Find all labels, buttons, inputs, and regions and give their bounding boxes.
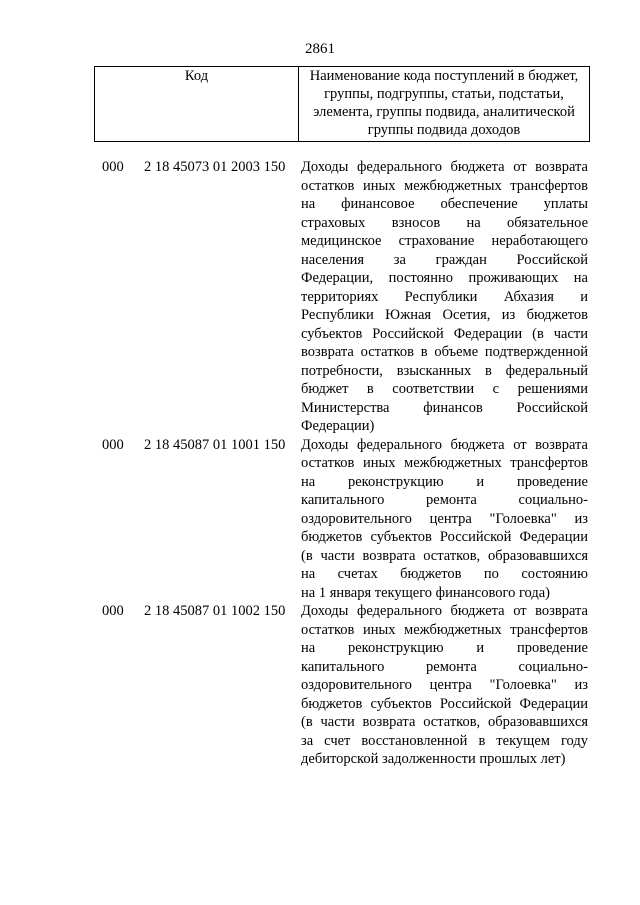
description-line: на реконструкцию и проведение: [301, 473, 588, 490]
description-line: Доходы федерального бюджета от возврата: [301, 159, 588, 175]
income-code: 2 18 45087 01 1001 150: [144, 436, 286, 453]
admin-code: 000: [102, 603, 124, 619]
description-line: (в части возврата остатков, образовавшихся: [301, 714, 588, 730]
description-line: остатков иных межбюджетных трансфертов: [301, 621, 588, 638]
description-line: Федерации): [301, 418, 375, 434]
income-description: [301, 602, 588, 769]
code-column-header: Код: [95, 67, 299, 142]
description-line: на реконструкцию и проведение: [301, 640, 588, 656]
description-line: территориях Республики Абхазия и: [301, 288, 588, 305]
description-line: субъектов Российской Федерации (в части: [301, 325, 588, 342]
description-line: Министерства финансов Российской: [301, 399, 588, 416]
description-line: медицинское страхование неработающего: [301, 233, 588, 249]
description-line: Доходы федерального бюджета от возврата: [301, 436, 588, 453]
list-item: [0, 436, 640, 603]
list-item: [0, 602, 640, 769]
name-column-header: [299, 67, 590, 142]
description-line: бюджет в соответствии с решениями: [301, 381, 588, 397]
description-line: на 1 января текущего финансового года): [301, 584, 550, 601]
income-description: [301, 158, 588, 436]
income-code: 2 18 45073 01 2003 150: [144, 159, 286, 175]
description-line: за счет восстановленной в текущем году: [301, 732, 588, 749]
description-line: капитального ремонта социально-: [301, 492, 588, 508]
entries-list: [0, 158, 640, 769]
admin-code: 000: [102, 436, 124, 453]
description-line: потребности, взысканных в федеральный: [301, 362, 588, 379]
description-line: Республики Южная Осетия, из бюджетов: [301, 307, 588, 323]
description-line: бюджетов субъектов Российской Федерации: [301, 529, 588, 545]
header-line: элемента, группы подвида, аналитической: [313, 104, 575, 120]
admin-code: 000: [102, 159, 124, 175]
description-line: остатков иных межбюджетных трансфертов: [301, 177, 588, 194]
description-line: на финансовое обеспечение уплаты: [301, 196, 588, 212]
income-code: 2 18 45087 01 1002 150: [144, 603, 286, 619]
income-description: [301, 436, 588, 603]
header-table: [94, 66, 590, 142]
description-line: Доходы федерального бюджета от возврата: [301, 603, 588, 619]
description-line: страховых взносов на обязательное: [301, 214, 588, 231]
header-line: группы подвида доходов: [367, 122, 521, 138]
description-line: возврата остатков в объеме подтвержденной: [301, 344, 588, 360]
list-item: [0, 158, 640, 436]
description-line: Федерации, постоянно проживающих на: [301, 270, 588, 286]
header-line: группы, подгруппы, статьи, подстатьи,: [324, 86, 564, 102]
header-line: Наименование кода поступлений в бюджет,: [309, 68, 579, 84]
description-line: (в части возврата остатков, образовавшихся: [301, 547, 588, 564]
description-line: бюджетов субъектов Российской Федерации: [301, 695, 588, 712]
description-line: на счетах бюджетов по состоянию: [301, 566, 588, 582]
description-line: капитального ремонта социально-: [301, 658, 588, 675]
description-line: дебиторской задолженности прошлых лет): [301, 751, 566, 767]
description-line: оздоровительного центра "Голоевка" из: [301, 677, 588, 693]
description-line: остатков иных межбюджетных трансфертов: [301, 455, 588, 471]
description-line: населения за граждан Российской: [301, 251, 588, 268]
description-line: оздоровительного центра "Голоевка" из: [301, 510, 588, 527]
page-number: 2861: [305, 41, 335, 57]
